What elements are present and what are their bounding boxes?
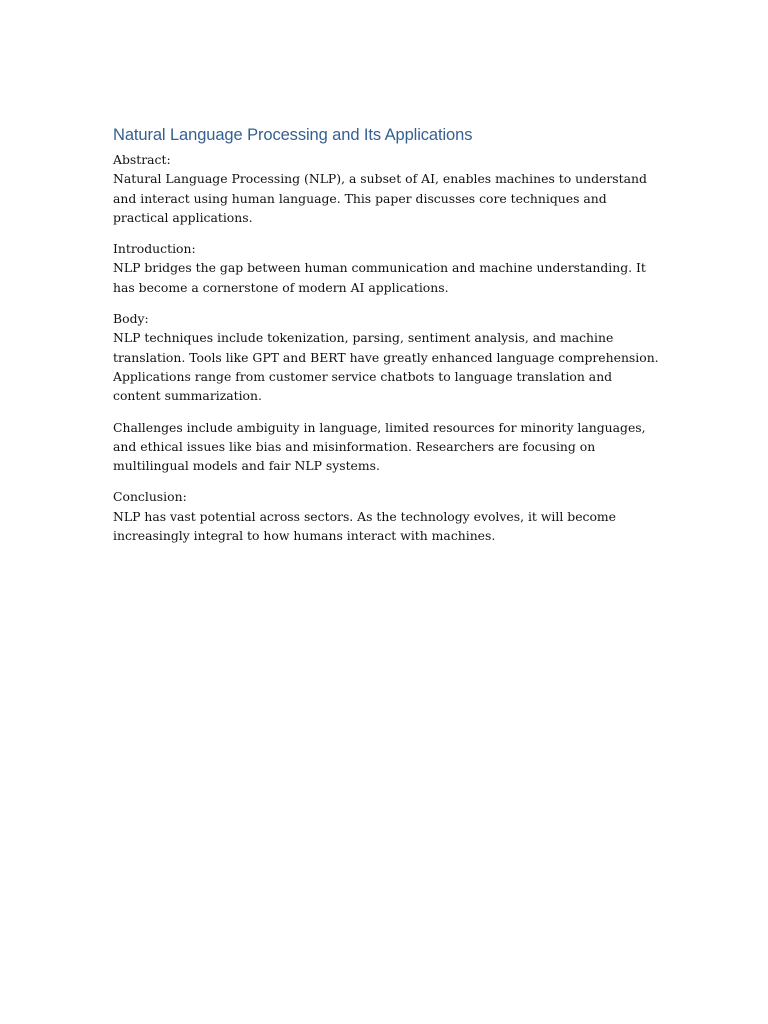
document-title: Natural Language Processing and Its Applications: [113, 126, 473, 144]
section-challenges: [113, 418, 661, 476]
section-introduction: [113, 239, 661, 297]
section-abstract: [113, 150, 661, 227]
section-body: [113, 309, 661, 405]
section-conclusion: [113, 487, 661, 545]
section-text: Natural Language Processing (NLP), a subset of AI, enables machines to understand and interact using human language. This paper discusses core techniques and practical applications.: [113, 171, 647, 225]
section-heading: Abstract:: [113, 152, 171, 167]
section-heading: Conclusion:: [113, 489, 187, 505]
section-heading: Introduction:: [113, 241, 196, 257]
section-text: Challenges include ambiguity in language, limited resources for minority languages, and ethical issues like bias and misinformation. Researchers are focusing on multilingual models and fair NLP systems.: [113, 419, 646, 474]
section-text: NLP bridges the gap between human communication and machine understanding. It has become a cornerstone of modern AI applications.: [113, 260, 646, 295]
document-page: [113, 124, 661, 557]
section-heading: Body:: [113, 311, 149, 327]
section-text: NLP has vast potential across sectors. As the technology evolves, it will become increasingly integral to how humans interact with machines.: [113, 508, 617, 544]
section-text: NLP techniques include tokenization, parsing, sentiment analysis, and machine translation. Tools like GPT and BERT have greatly enhanced language comprehension. Applications range from customer service chatbots to language translation and content summarization.: [113, 330, 659, 404]
